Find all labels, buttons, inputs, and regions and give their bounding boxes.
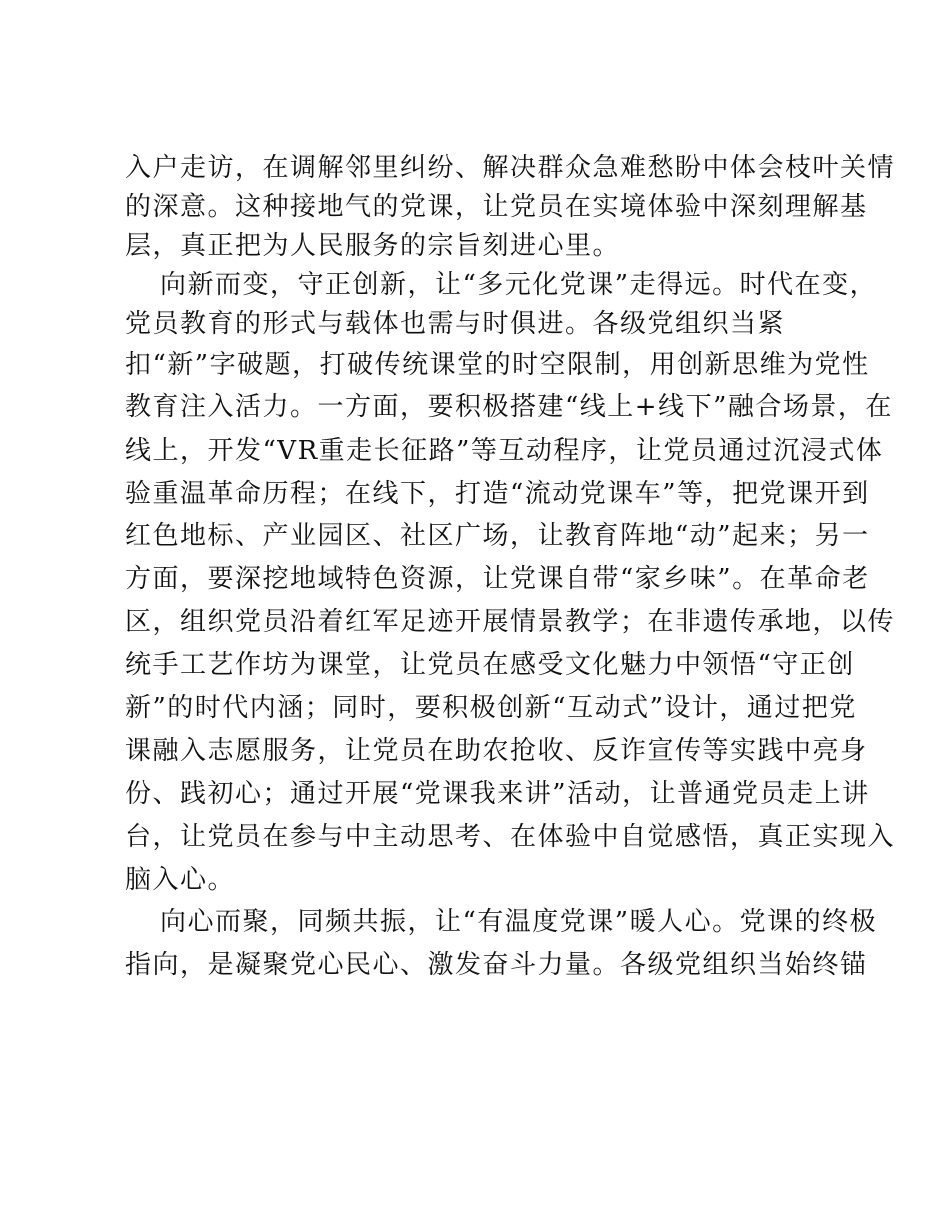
text-line: 课融入志愿服务，让党员在助农抢收、反诈宣传等实践中亮身 — [125, 736, 868, 766]
text-line: 区，组织党员沿着红军足迹开展情景教学；在非遗传承地，以传 — [125, 607, 896, 637]
text-line: 的深意。这种接地气的党课，让党员在实境体验中深刻理解基 — [125, 192, 868, 222]
paragraph-start-line: 向新而变，守正创新，让“多元化党课”走得远。时代在变， — [160, 270, 878, 300]
text-line: 层，真正把为人民服务的宗旨刻进心里。 — [125, 231, 621, 261]
text-line: 红色地标、产业园区、社区广场，让教育阵地“动”起来；另一 — [125, 521, 870, 551]
text-line: 教育注入活力。一方面，要积极搭建“线上+线下”融合场景，在 — [125, 392, 893, 422]
text-line: 脑入心。 — [125, 865, 236, 895]
text-line: 台，让党员在参与中主动思考、在体验中自觉感悟，真正实现入 — [125, 822, 896, 852]
text-line: 验重温革命历程；在线下，打造“流动党课车”等，把党课开到 — [125, 479, 870, 509]
text-line: 统手工艺作坊为课堂，让党员在感受文化魅力中领悟“守正创 — [125, 650, 855, 680]
paragraph-start-line: 向心而聚，同频共振，让“有温度党课”暖人心。党课的终极 — [160, 907, 878, 937]
text-line: 指向，是凝聚党心民心、激发奋斗力量。各级党组织当始终锚 — [125, 950, 868, 980]
text-line: 方面，要深挖地域特色资源，让党课自带“家乡味”。在革命老 — [125, 564, 870, 594]
text-line: 新”的时代内涵；同时，要积极创新“互动式”设计，通过把党 — [125, 693, 857, 723]
text-line: 入户走访，在调解邻里纠纷、解决群众急难愁盼中体会枝叶关情 — [125, 153, 896, 183]
text-line: 扣“新”字破题，打破传统课堂的时空限制，用创新思维为党性 — [125, 350, 870, 380]
text-line: 份、践初心；通过开展“党课我来讲”活动，让普通党员走上讲 — [125, 779, 870, 809]
text-line: 线上，开发“VR重走长征路”等互动程序，让党员通过沉浸式体 — [125, 436, 884, 466]
text-line: 党员教育的形式与载体也需与时俱进。各级党组织当紧 — [125, 309, 786, 339]
